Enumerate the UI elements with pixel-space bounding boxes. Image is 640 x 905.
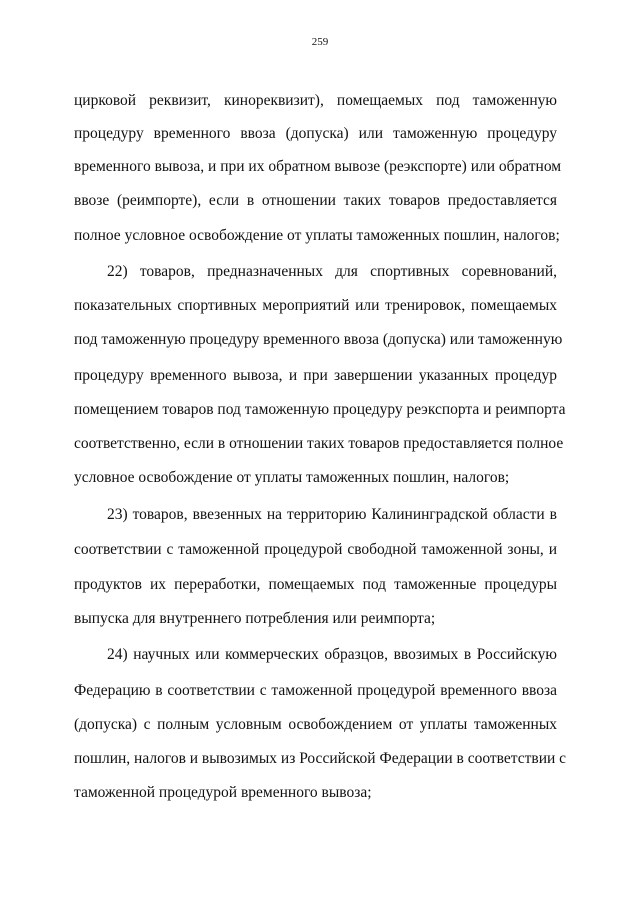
text-line: под таможенную процедуру временного ввоза (допуска) или таможенную (74, 331, 563, 348)
page-number: 259 (311, 36, 329, 48)
text-line: таможенной процедурой временного вывоза; (74, 784, 372, 801)
text-line: условное освобождение от уплаты таможенных пошлин, налогов; (74, 469, 510, 486)
text-line: 24) научных или коммерческих образцов, ввозимых в Российскую (107, 646, 557, 663)
text-line: временного вывоза, и при их обратном вывозе (реэкспорте) или обратном (74, 158, 562, 175)
text-line: помещением товаров под таможенную процедуру реэкспорта и реимпорта (74, 401, 566, 418)
text-line: цирковой реквизит, кинореквизит), помещаемых под таможенную (74, 92, 557, 109)
text-line: ввозе (реимпорте), если в отношении таких товаров предоставляется (74, 192, 557, 209)
text-line: показательных спортивных мероприятий или тренировок, помещаемых (74, 297, 557, 314)
text-line: соответственно, если в отношении таких товаров предоставляется полное (74, 435, 564, 452)
text-line: Федерацию в соответствии с таможенной процедурой временного ввоза (74, 682, 557, 699)
text-line: 23) товаров, ввезенных на территорию Калининградской области в (107, 506, 557, 523)
text-line: продуктов их переработки, помещаемых под таможенные процедуры (74, 576, 557, 593)
text-line: (допуска) с полным условным освобождением от уплаты таможенных (74, 716, 557, 733)
text-line: пошлин, налогов и вывозимых из Российской Федерации в соответствии с (74, 750, 567, 767)
text-line: процедуру временного вывоза, и при завершении указанных процедур (74, 367, 557, 384)
text-line: выпуска для внутреннего потребления или реимпорта; (74, 610, 436, 627)
text-line: 22) товаров, предназначенных для спортивных соревнований, (107, 263, 557, 280)
text-line: соответствии с таможенной процедурой свободной таможенной зоны, и (74, 541, 557, 558)
text-line: полное условное освобождение от уплаты таможенных пошлин, налогов; (74, 227, 560, 244)
text-line: процедуру временного ввоза (допуска) или таможенную процедуру (74, 125, 557, 142)
